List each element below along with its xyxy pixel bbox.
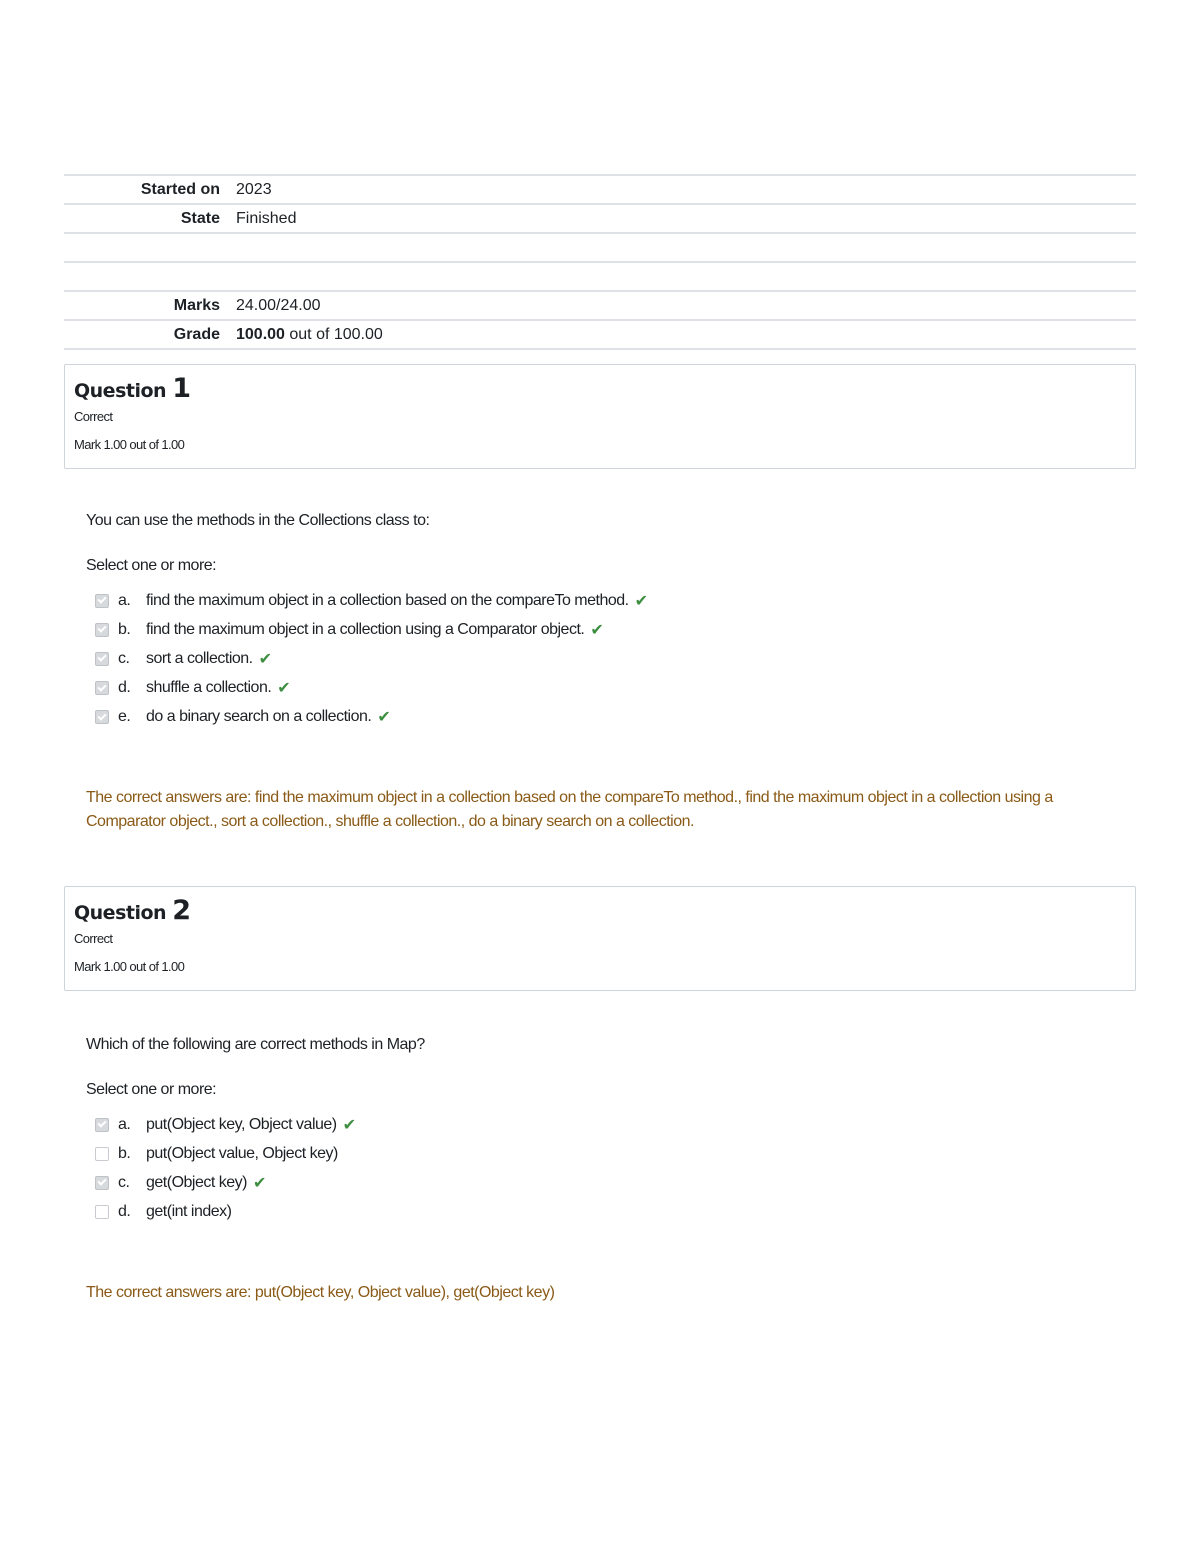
summary-row-state bbox=[64, 204, 1136, 233]
summary-row-blank bbox=[64, 233, 1136, 262]
summary-row-marks bbox=[64, 291, 1136, 320]
question-state: Correct bbox=[74, 409, 113, 424]
question-content-2 bbox=[86, 1035, 1136, 1227]
answer-option-b: b. put(Object value, Object key) bbox=[86, 1139, 1136, 1168]
summary-label: Started on bbox=[64, 175, 236, 204]
check-icon: ✔ bbox=[590, 621, 604, 639]
summary-value: Finished bbox=[236, 204, 1136, 233]
summary-value: 24.00/24.00 bbox=[236, 291, 1136, 320]
answer-option-c: c. sort a collection. ✔ bbox=[86, 644, 1136, 673]
check-icon: ✔ bbox=[634, 592, 648, 610]
answer-checkbox[interactable] bbox=[95, 710, 109, 724]
answer-checkbox[interactable] bbox=[95, 594, 109, 608]
summary-label: Grade bbox=[64, 320, 236, 349]
answer-checkbox[interactable] bbox=[95, 623, 109, 637]
summary-row-blank bbox=[64, 262, 1136, 291]
answer-list bbox=[86, 1110, 1136, 1227]
summary-row-grade bbox=[64, 320, 1136, 349]
question-number: 2 bbox=[172, 894, 191, 926]
correct-answer-feedback: The correct answers are: find the maximum object in a collection based on the compareTo method., find the maximum object in a collection using a Comparator object., sort a collection., shuffle a collection., do a binary search on a collection. bbox=[86, 788, 1053, 830]
question-mark: Mark 1.00 out of 1.00 bbox=[74, 437, 185, 452]
answer-checkbox[interactable] bbox=[95, 1118, 109, 1132]
summary-value bbox=[236, 320, 1136, 349]
grade-bold: 100.00 bbox=[236, 325, 285, 343]
question-title: Question 1 bbox=[74, 373, 191, 404]
answer-option-d: d. shuffle a collection. ✔ bbox=[86, 674, 1136, 703]
grade-rest: out of 100.00 bbox=[284, 325, 383, 343]
answer-checkbox[interactable] bbox=[95, 1147, 109, 1161]
answer-checkbox[interactable] bbox=[95, 1176, 109, 1190]
question-content-1 bbox=[86, 511, 1136, 732]
summary-row-started bbox=[64, 175, 1136, 204]
question-prompt: Which of the following are correct methods in Map? bbox=[86, 1035, 425, 1053]
question-mark: Mark 1.00 out of 1.00 bbox=[74, 958, 185, 974]
question-state: Correct bbox=[74, 930, 113, 946]
question-prompt: You can use the methods in the Collections class to: bbox=[86, 512, 430, 529]
question-info-1 bbox=[64, 364, 1136, 469]
question-info-2 bbox=[64, 886, 1136, 991]
answer-checkbox[interactable] bbox=[95, 681, 109, 695]
correct-answer-feedback: The correct answers are: put(Object key, Object value), get(Object key) bbox=[86, 1283, 555, 1301]
check-icon: ✔ bbox=[377, 709, 391, 727]
answer-option-a: a. find the maximum object in a collection based on the compareTo method. ✔ bbox=[86, 586, 1136, 615]
answer-option-e: e. do a binary search on a collection. ✔ bbox=[86, 703, 1136, 732]
answer-checkbox[interactable] bbox=[95, 652, 109, 666]
answer-list bbox=[86, 586, 1136, 732]
answer-option-d: d. get(int index) bbox=[86, 1198, 1136, 1227]
check-icon: ✔ bbox=[277, 680, 291, 698]
question-title: Question 2 bbox=[74, 894, 191, 926]
attempt-summary-table bbox=[64, 174, 1136, 350]
check-icon: ✔ bbox=[258, 650, 272, 668]
answer-option-b: b. find the maximum object in a collection using a Comparator object. ✔ bbox=[86, 615, 1136, 644]
select-label: Select one or more: bbox=[86, 557, 217, 574]
summary-label: State bbox=[64, 204, 236, 233]
answer-checkbox[interactable] bbox=[95, 1205, 109, 1219]
summary-label: Marks bbox=[64, 291, 236, 320]
summary-value: 2023 bbox=[236, 175, 1136, 204]
quiz-review-page bbox=[64, 174, 1136, 1305]
select-label: Select one or more: bbox=[86, 1080, 217, 1098]
answer-option-a: a. put(Object key, Object value) ✔ bbox=[86, 1110, 1136, 1139]
check-icon: ✔ bbox=[252, 1174, 266, 1192]
check-icon: ✔ bbox=[342, 1116, 356, 1134]
answer-option-c: c. get(Object key) ✔ bbox=[86, 1168, 1136, 1197]
question-number: 1 bbox=[172, 373, 191, 404]
